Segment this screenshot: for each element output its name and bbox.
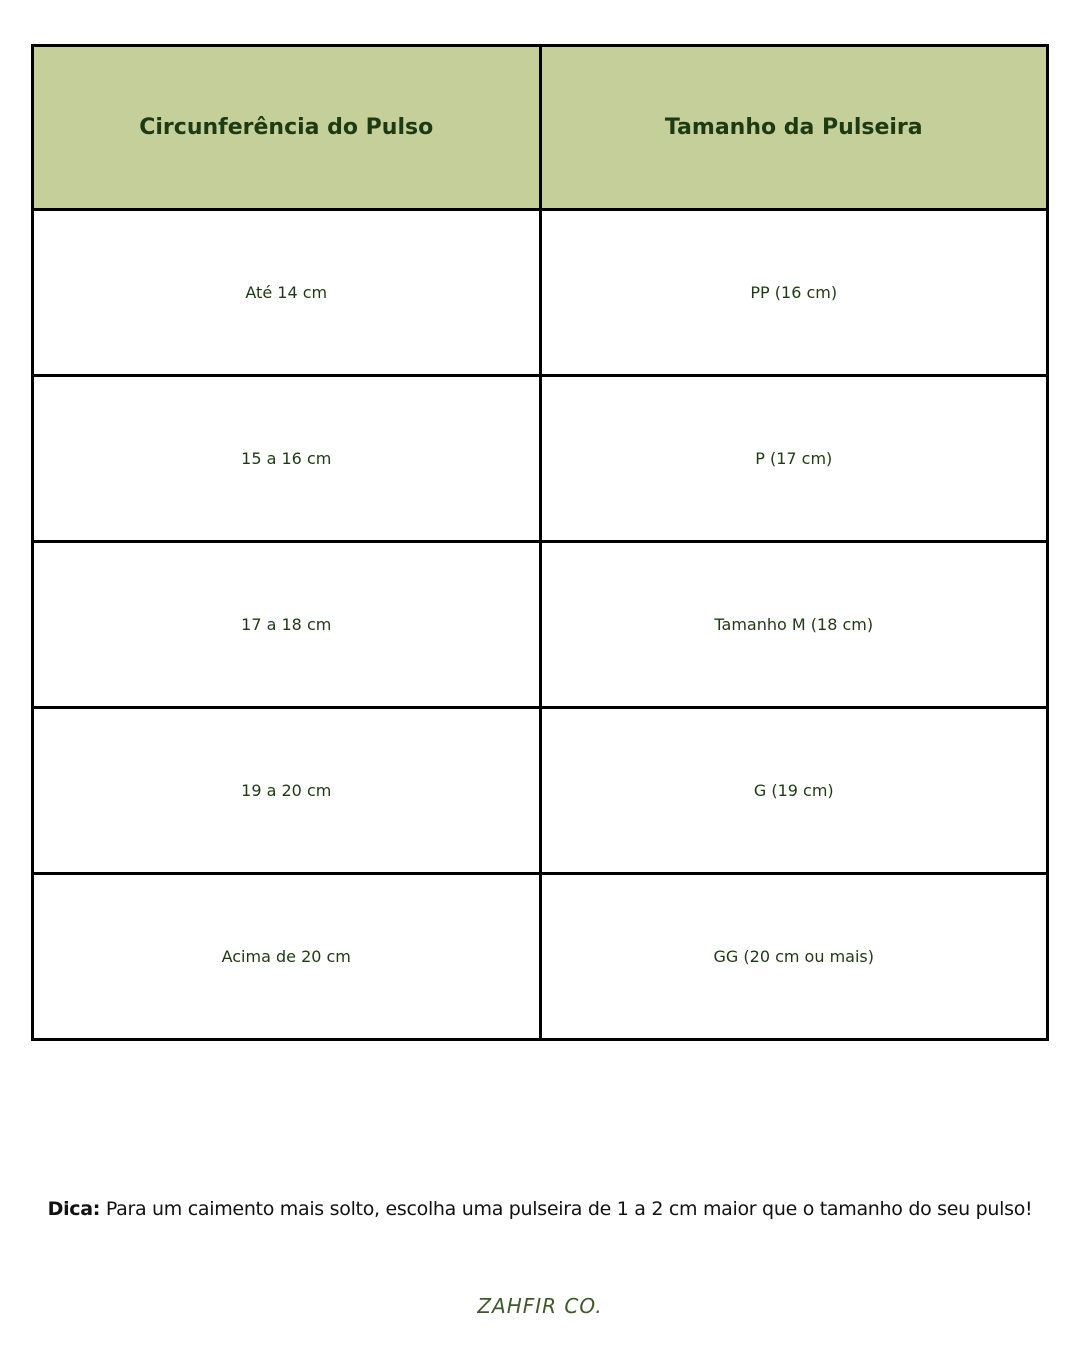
wrist-cell: 19 a 20 cm <box>33 708 541 874</box>
tip-body: Para um caimento mais solto, escolha uma pulseira de 1 a 2 cm maior que o tamanho do seu pulso! <box>100 1198 1033 1220</box>
table-row <box>33 376 1048 542</box>
bracelet-cell: GG (20 cm ou mais) <box>540 874 1048 1040</box>
bracelet-cell: Tamanho M (18 cm) <box>540 542 1048 708</box>
bracelet-cell: PP (16 cm) <box>540 210 1048 376</box>
tip-label: Dica: <box>47 1198 101 1220</box>
table-row <box>33 708 1048 874</box>
brand-name: ZAHFIR CO. <box>477 1294 603 1318</box>
bracelet-cell: G (19 cm) <box>540 708 1048 874</box>
wrist-cell: 17 a 18 cm <box>33 542 541 708</box>
header-wrist-circumference: Circunferência do Pulso <box>33 46 541 210</box>
bracelet-cell: P (17 cm) <box>540 376 1048 542</box>
header-bracelet-size: Tamanho da Pulseira <box>540 46 1048 210</box>
table-row <box>33 874 1048 1040</box>
table-row <box>33 210 1048 376</box>
wrist-cell: Acima de 20 cm <box>33 874 541 1040</box>
table-header-row <box>33 46 1048 210</box>
wrist-cell: 15 a 16 cm <box>33 376 541 542</box>
wrist-cell: Até 14 cm <box>33 210 541 376</box>
size-chart-table <box>31 44 1049 1041</box>
tip-text <box>0 1198 1080 1220</box>
table-row <box>33 542 1048 708</box>
